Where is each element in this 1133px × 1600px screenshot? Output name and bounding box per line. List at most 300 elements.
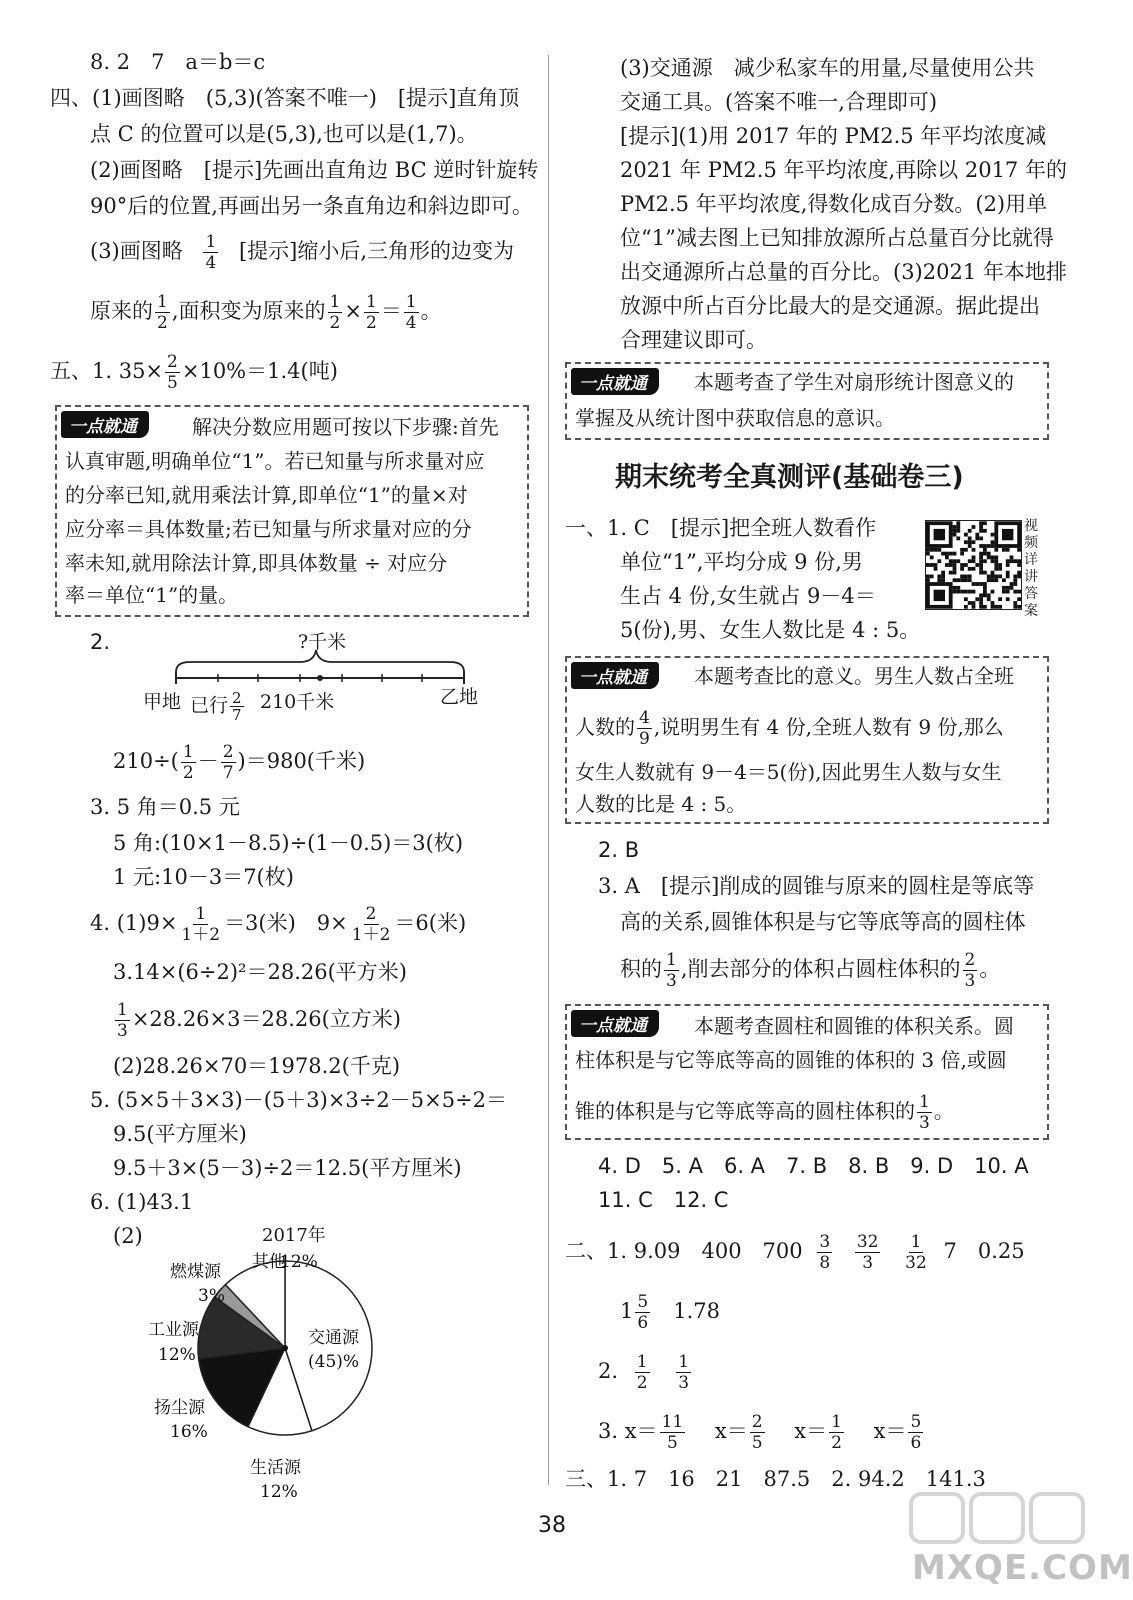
qr-module	[975, 582, 979, 586]
fraction	[855, 1232, 881, 1273]
denominator: 5	[167, 373, 178, 393]
numerator: 5	[910, 1412, 922, 1432]
denominator: 6	[910, 1433, 922, 1453]
denominator: 3	[666, 971, 677, 991]
qr-module	[964, 578, 968, 582]
text: 锥的体积是与它等底等高的圆柱体积的	[575, 1099, 915, 1123]
answer-line: 5 角:(10×1－8.5)÷(1－0.5)＝3(枚)	[113, 831, 464, 855]
qr-module	[968, 578, 972, 582]
qr-module	[934, 548, 938, 552]
answer-line	[620, 1292, 720, 1333]
fraction	[155, 292, 170, 333]
fraction	[963, 950, 978, 991]
denominator: 2	[636, 1373, 648, 1393]
qr-module	[1006, 590, 1010, 594]
qr-module	[1017, 563, 1021, 567]
text: 4. (1)9×	[90, 911, 178, 935]
denominator: 7	[232, 706, 242, 724]
answer-line: 11. C 12. C	[598, 1188, 729, 1212]
qr-module	[945, 556, 949, 560]
numerator: 1	[117, 1000, 128, 1020]
pie-label: 扬尘源	[154, 1398, 205, 1418]
tip-badge: 一点就通	[61, 411, 149, 438]
answer-line: 4. D 5. A 6. A 7. B 8. B 9. D 10. A	[598, 1154, 1029, 1178]
text: ,说明男生有 4 份,全班人数有 9 份,那么	[653, 715, 1004, 739]
answer-line: 三、1. 7 16 21 87.5 2. 94.2 141.3	[565, 1467, 986, 1491]
numerator: 2	[751, 1412, 763, 1432]
qr-module	[998, 567, 1002, 571]
qr-module	[983, 552, 987, 556]
qr-module	[991, 575, 995, 579]
qr-module	[983, 571, 987, 575]
answer-line	[90, 904, 466, 945]
diagram-label: ?千米	[298, 631, 347, 653]
qr-module	[1006, 586, 1010, 590]
qr-module	[1010, 556, 1014, 560]
qr-module	[972, 556, 976, 560]
pie-label: 燃煤源	[170, 1262, 221, 1282]
qr-module	[960, 563, 964, 567]
qr-module	[930, 556, 934, 560]
qr-module	[979, 605, 983, 609]
answer-line	[598, 1412, 925, 1453]
answer-line: 90°后的位置,再画出另一条直角边和斜边即可。	[90, 194, 533, 218]
tip-box	[565, 1004, 1049, 1140]
qr-code-icon	[925, 520, 1022, 610]
question-number: 2.	[90, 630, 111, 654]
answer-line: 放源中所占百分比最大的是交通源。据此提出	[620, 294, 1040, 318]
qr-module	[1002, 548, 1006, 552]
numerator: 3	[819, 1232, 831, 1252]
qr-module	[1002, 586, 1006, 590]
fraction	[676, 1352, 691, 1393]
qr-module	[968, 601, 972, 605]
qr-module	[987, 575, 991, 579]
qr-module	[945, 563, 949, 567]
qr-module	[956, 529, 960, 533]
numerator: 1	[919, 1092, 930, 1112]
qr-module	[960, 575, 964, 579]
answer-line: 一、1. C [提示]把全班人数看作	[565, 516, 877, 540]
tip-badge: 一点就通	[571, 662, 659, 689]
answer-line: 3. A [提示]削成的圆锥与原来的圆柱是等底等	[598, 874, 1035, 898]
qr-module	[949, 552, 953, 556]
qr-module	[991, 601, 995, 605]
text: x＝	[873, 1419, 907, 1443]
text: x＝	[714, 1419, 748, 1443]
denominator: 2	[831, 1433, 842, 1453]
pie-value-label: 12%	[260, 1482, 298, 1502]
qr-module	[983, 529, 987, 533]
answer-line: 5. (5×5＋3×3)－(5＋3)×3÷2－5×5÷2＝	[90, 1088, 508, 1112]
denominator: 7	[222, 763, 234, 783]
qr-module	[979, 582, 983, 586]
qr-module	[953, 571, 957, 575]
qr-module	[930, 548, 934, 552]
qr-module	[979, 552, 983, 556]
qr-module	[930, 563, 934, 567]
pie-label: 交通源	[308, 1328, 359, 1348]
text: 3. x＝	[598, 1419, 658, 1443]
tip-box	[565, 656, 1049, 824]
qr-module	[979, 563, 983, 567]
diagram-label	[190, 690, 246, 723]
denominator: 32	[905, 1253, 927, 1273]
fraction	[917, 1092, 932, 1133]
qr-module	[975, 537, 979, 541]
denominator: 3	[919, 1113, 930, 1133]
tip-box	[55, 405, 529, 617]
qr-module	[968, 590, 972, 594]
pie-label: 其他	[252, 1252, 286, 1272]
denominator: 2	[182, 763, 194, 783]
qr-module	[1013, 559, 1017, 563]
pie-value-label: 3%	[198, 1286, 225, 1306]
qr-module	[975, 533, 979, 537]
numerator: 2	[365, 904, 377, 924]
qr-module	[968, 575, 972, 579]
tip-line: 认真审题,明确单位“1”。若已知量与所求量对应	[65, 449, 485, 473]
qr-module	[956, 578, 960, 582]
fraction	[115, 1000, 130, 1041]
qr-module	[979, 597, 983, 601]
numerator: 1	[831, 1412, 842, 1432]
qr-module	[937, 559, 941, 563]
text: ,削去部分的体积占圆柱体积的	[680, 957, 961, 981]
qr-module	[983, 590, 987, 594]
qr-module	[1006, 563, 1010, 567]
denominator: 2	[365, 313, 377, 333]
denominator: 3	[117, 1021, 128, 1041]
qr-module	[930, 575, 934, 579]
tip-line: 女生人数就有 9－4＝5(份),因此男生人数与女生	[575, 760, 1002, 784]
qr-module	[983, 548, 987, 552]
qr-module	[991, 578, 995, 582]
fraction	[664, 950, 679, 991]
qr-module	[934, 567, 938, 571]
qr-module	[926, 578, 930, 582]
qr-module	[953, 529, 957, 533]
qr-module	[1010, 559, 1014, 563]
answer-line: (3)交通源 减少私家车的用量,尽量使用公共	[620, 56, 1035, 80]
tip-line: 本题考查了学生对扇形统计图意义的	[694, 370, 1014, 394]
answer-line: 3.14×(6÷2)²＝28.26(平方米)	[113, 960, 407, 984]
qr-module	[953, 559, 957, 563]
tip-line	[575, 708, 1004, 749]
qr-module	[953, 590, 957, 594]
fraction	[660, 1412, 686, 1453]
qr-module	[991, 544, 995, 548]
answer-line: 四、(1)画图略 (5,3)(答案不唯一) [提示]直角顶	[50, 86, 520, 110]
text: 五、1. 35×	[50, 359, 164, 383]
numerator: 1	[365, 292, 377, 312]
fraction	[221, 742, 236, 783]
numerator: 1	[405, 292, 417, 312]
qr-module	[949, 571, 953, 575]
qr-module	[1013, 582, 1017, 586]
fraction	[364, 292, 379, 333]
fraction	[903, 1232, 929, 1273]
pie-value-label: 12%	[280, 1252, 318, 1272]
text: 1	[620, 1299, 634, 1323]
answer-line: 2021 年 PM2.5 年平均浓度,再除以 2017 年的	[620, 158, 1067, 182]
qr-module	[1006, 548, 1010, 552]
qr-module	[949, 563, 953, 567]
qr-module	[998, 563, 1002, 567]
qr-module	[975, 563, 979, 567]
qr-module	[941, 552, 945, 556]
qr-module	[953, 586, 957, 590]
qr-module	[926, 575, 930, 579]
qr-module	[972, 590, 976, 594]
qr-module	[994, 556, 998, 560]
qr-module	[953, 567, 957, 571]
denominator: 4	[405, 313, 417, 333]
qr-module	[1010, 582, 1014, 586]
qr-module	[994, 575, 998, 579]
qr-module	[983, 521, 987, 525]
pie-chart	[140, 1215, 400, 1505]
section-title: 期末统考全真测评(基础卷三)	[615, 462, 964, 493]
qr-module	[956, 586, 960, 590]
answer-line	[620, 950, 1000, 991]
qr-module	[991, 590, 995, 594]
qr-module	[979, 601, 983, 605]
tip-line: 率未知,就用除法计算,即具体数量 ÷ 对应分	[65, 551, 448, 575]
fraction	[635, 1352, 650, 1393]
answer-line	[565, 1232, 1025, 1273]
text: 7 0.25	[943, 1239, 1025, 1263]
qr-module	[956, 590, 960, 594]
qr-module	[968, 529, 972, 533]
qr-module	[956, 537, 960, 541]
qr-module	[979, 559, 983, 563]
page-number: 38	[538, 1513, 566, 1538]
text: 。	[933, 1099, 954, 1123]
denominator: 1＋2	[351, 925, 391, 945]
qr-module	[994, 578, 998, 582]
text: ＝6(米)	[394, 911, 467, 935]
qr-module	[991, 559, 995, 563]
qr-module	[972, 567, 976, 571]
numerator: 2	[964, 950, 976, 970]
qr-module	[994, 563, 998, 567]
tip-line: 本题考查比的意义。男生人数占全班	[694, 664, 1014, 688]
qr-module	[983, 586, 987, 590]
text: x＝	[794, 1419, 828, 1443]
qr-module	[964, 548, 968, 552]
qr-module	[1002, 590, 1006, 594]
pie-center-dot	[282, 1345, 288, 1351]
qr-module	[1006, 559, 1010, 563]
denominator: 5	[751, 1433, 763, 1453]
qr-module	[956, 521, 960, 525]
qr-module	[968, 544, 972, 548]
tip-line: 的分率已知,就用乘法计算,即单位“1”的量×对	[65, 483, 468, 507]
answer-line: PM2.5 年平均浓度,得数化成百分数。(2)用单	[620, 192, 1048, 216]
answer-line: (2)	[113, 1224, 143, 1248]
denominator: 2	[329, 313, 341, 333]
qr-module	[964, 533, 968, 537]
qr-finder-core	[1002, 529, 1013, 540]
qr-module	[953, 563, 957, 567]
qr-module	[968, 559, 972, 563]
qr-module	[983, 582, 987, 586]
denominator: 2	[157, 313, 168, 333]
fraction	[328, 292, 343, 333]
answer-line: 5(份),男、女生人数比是 4 : 5。	[620, 618, 921, 642]
answer-line: 3. 5 角＝0.5 元	[90, 795, 240, 819]
fraction	[181, 742, 196, 783]
qr-module	[994, 548, 998, 552]
qr-module	[983, 544, 987, 548]
tip-line	[575, 1092, 954, 1133]
diagram-label: 甲地	[143, 691, 182, 713]
qr-module	[968, 567, 972, 571]
text: 2.	[598, 1359, 619, 1383]
fraction	[350, 904, 393, 945]
pie-value-label: 12%	[158, 1345, 196, 1365]
qr-module	[987, 556, 991, 560]
denominator: 6	[637, 1313, 649, 1333]
answer-line: 9.5(平方厘米)	[113, 1122, 247, 1146]
fraction	[750, 1412, 765, 1453]
qr-module	[1002, 578, 1006, 582]
qr-module	[1006, 571, 1010, 575]
text: 人数的	[575, 715, 635, 739]
answer-line: 6. (1)43.1	[90, 1190, 194, 1214]
qr-module	[991, 571, 995, 575]
qr-finder-core	[934, 590, 945, 601]
answer-line: 高的关系,圆锥体积是与它等底等高的圆柱体	[620, 910, 1026, 934]
qr-module	[994, 605, 998, 609]
answer-line: (2)画图略 [提示]先画出直角边 BC 逆时针旋转	[90, 158, 539, 182]
numerator: 11	[661, 1412, 684, 1432]
diagram-label: 210千米	[260, 691, 335, 713]
fraction	[230, 690, 244, 723]
fraction	[817, 1232, 832, 1273]
fraction	[635, 1292, 650, 1333]
qr-module	[998, 605, 1002, 609]
numerator: 1	[329, 292, 341, 312]
qr-module	[945, 552, 949, 556]
answer-line: 2. B	[598, 838, 640, 862]
numerator: 2	[232, 689, 242, 707]
text: 原来的	[90, 299, 153, 323]
qr-module	[987, 578, 991, 582]
qr-module	[983, 594, 987, 598]
qr-module	[937, 578, 941, 582]
answer-line	[113, 1000, 401, 1041]
qr-module	[979, 529, 983, 533]
qr-module	[979, 594, 983, 598]
qr-module	[964, 605, 968, 609]
qr-module	[991, 605, 995, 609]
fraction	[908, 1412, 923, 1453]
qr-module	[979, 571, 983, 575]
qr-module	[926, 548, 930, 552]
text: ×28.26×3＝28.26(立方米)	[131, 1007, 402, 1031]
denominator: 9	[639, 729, 650, 749]
fraction	[637, 708, 652, 749]
qr-module	[1017, 590, 1021, 594]
tip-line: 率＝单位“1”的量。	[65, 583, 239, 607]
qr-module	[964, 575, 968, 579]
fraction	[179, 904, 222, 945]
qr-module	[960, 578, 964, 582]
qr-module	[953, 552, 957, 556]
answer-line: 8. 2 7 a＝b＝c	[90, 50, 266, 74]
qr-module	[972, 548, 976, 552]
denominator: 3	[678, 1373, 690, 1393]
denominator: 1＋2	[181, 925, 221, 945]
denominator: 8	[819, 1253, 831, 1273]
text: 已行	[190, 694, 229, 717]
numerator: 1	[195, 904, 207, 924]
qr-module	[998, 597, 1002, 601]
qr-module	[972, 605, 976, 609]
pie-value-label: (45)%	[308, 1352, 360, 1372]
qr-module	[960, 567, 964, 571]
pie-label: 工业源	[148, 1320, 199, 1340]
qr-module	[987, 597, 991, 601]
qr-module	[949, 559, 953, 563]
fraction	[829, 1412, 844, 1453]
qr-module	[953, 578, 957, 582]
answer-line: 合理建议即可。	[620, 328, 767, 352]
qr-module	[979, 544, 983, 548]
qr-module	[1017, 548, 1021, 552]
qr-module	[953, 533, 957, 537]
qr-module	[937, 548, 941, 552]
answer-line	[90, 232, 514, 273]
qr-module	[1017, 605, 1021, 609]
numerator: 1	[666, 950, 677, 970]
text: ×10%＝1.4(吨)	[181, 359, 338, 383]
tip-line: 掌握及从统计图中获取信息的意识。	[575, 406, 895, 430]
answer-line: [提示](1)用 2017 年的 PM2.5 年平均浓度减	[620, 124, 1047, 148]
answer-line: 位“1”减去图上已知排放源所占总量百分比就得	[620, 226, 1054, 250]
qr-finder-core	[934, 529, 945, 540]
denominator: 4	[205, 253, 217, 273]
qr-module	[975, 597, 979, 601]
qr-module	[991, 556, 995, 560]
answer-line: 原来的 $\frac{1}{2}$ ,面积变为原来的 $\frac{1}{2}$ × $\frac{1}{2}$ ＝ $\frac{1}{4}$ 。	[90, 292, 442, 333]
qr-module	[979, 525, 983, 529]
qr-module	[941, 578, 945, 582]
qr-module	[1013, 601, 1017, 605]
tip-line: 解决分数应用题可按以下步骤:首先	[192, 415, 499, 439]
answer-line: 单位“1”,平均分成 9 份,男	[620, 550, 863, 574]
qr-module	[987, 552, 991, 556]
answer-line: (2)28.26×70＝1978.2(千克)	[113, 1054, 401, 1078]
qr-module	[972, 582, 976, 586]
qr-module	[972, 601, 976, 605]
qr-module	[934, 563, 938, 567]
tip-badge: 一点就通	[571, 1010, 659, 1037]
qr-module	[972, 525, 976, 529]
qr-module	[994, 567, 998, 571]
qr-module	[1006, 597, 1010, 601]
numerator: 1	[636, 1352, 648, 1372]
chart-title: 2017年	[262, 1225, 326, 1246]
qr-module	[964, 563, 968, 567]
qr-module	[991, 540, 995, 544]
qr-module	[1017, 575, 1021, 579]
text: 二、1. 9.09 400 700	[565, 1239, 803, 1263]
qr-module	[960, 548, 964, 552]
numerator: 2	[167, 352, 178, 372]
